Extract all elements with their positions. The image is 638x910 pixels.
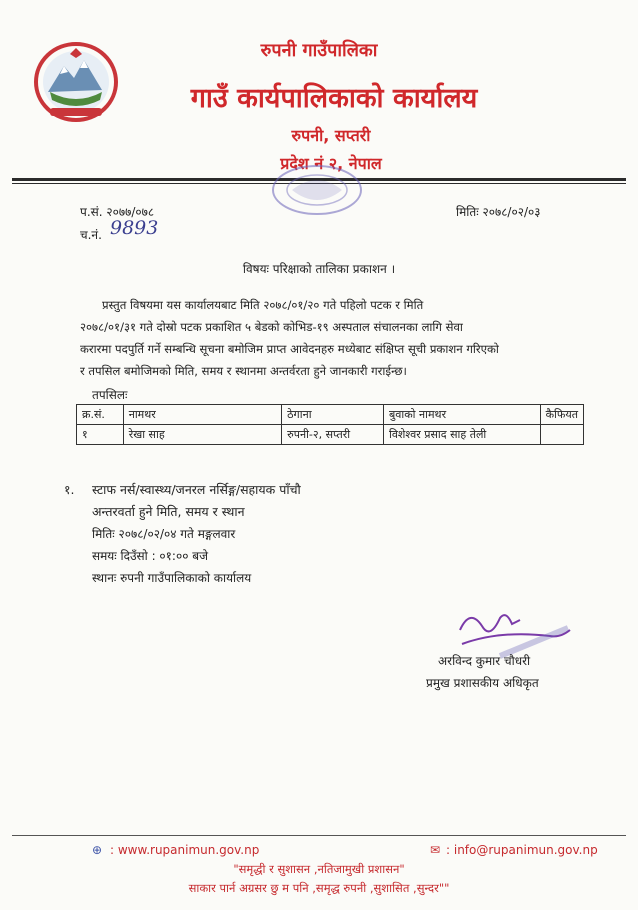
col-header-address: ठेगाना: [282, 405, 384, 425]
body-line: २०७८/०१/३१ गते दोस्रो पटक प्रकाशित ५ बेडको कोभिड-१९ अस्पताल संचालनका लागि सेवा: [80, 320, 463, 334]
col-header-father: बुवाको नामथर: [383, 405, 540, 425]
cell-name: रेखा साह: [123, 425, 281, 445]
reference-number: प.सं. २०७७/०७८: [80, 205, 155, 219]
dispatch-number-label: च.नं.: [80, 228, 102, 242]
signatory-designation: प्रमुख प्रशासकीय अधिकृत: [426, 676, 539, 690]
interview-time: समयः दिउँसो : ०१:०० बजे: [92, 549, 209, 563]
cell-remarks: [540, 425, 583, 445]
letter-subject: विषयः परिक्षाको तालिका प्रकाशन ।: [242, 262, 396, 276]
section-number: १.: [64, 482, 75, 497]
municipality-name: रुपनी गाउँपालिका: [260, 40, 378, 61]
footer-divider: [12, 835, 626, 836]
table-header-row: [77, 405, 584, 425]
body-line: प्रस्तुत विषयमा यस कार्यालयबाट मिति २०७८/०१/२० गते पहिलो पटक र मिति: [102, 298, 424, 312]
table-row: [77, 425, 584, 445]
col-header-remarks: कैफियत: [540, 405, 583, 425]
footer-email[interactable]: : info@rupanimun.gov.np: [446, 843, 598, 857]
office-stamp: [262, 160, 372, 220]
interview-date: मितिः २०७८/०२/०४ गते मङ्गलवार: [92, 527, 236, 541]
cell-sn: १: [77, 425, 124, 445]
interview-place: स्थानः रुपनी गाउँपालिकाको कार्यालय: [92, 571, 252, 585]
section-title: स्टाफ नर्स/स्वास्थ्य/जनरल नर्सिङ्ग/सहायक पाँचौ: [92, 482, 301, 497]
footer-slogan-2: साकार पार्न अग्रसर छु म पनि ,समृद्ध रुपनी ,सुशासित ,सुन्दर"": [188, 881, 450, 895]
letter-body: [80, 294, 570, 382]
globe-icon: ⊕: [92, 843, 103, 857]
signatory-name: अरविन्द कुमार चौधरी: [438, 654, 531, 668]
col-header-name: नामथर: [123, 405, 281, 425]
footer-slogan-1: "समृद्धी र सुशासन ,नतिजामुखी प्रशासन": [233, 862, 405, 876]
body-line: र तपसिल बमोजिमको मिति, समय र स्थानमा अन्तर्वरता हुने जानकारी गराईन्छ।: [80, 364, 407, 378]
letter-date: मितिः २०७८/०२/०३: [456, 205, 541, 219]
details-label: तपसिलः: [92, 388, 128, 402]
cell-father: विशेश्वर प्रसाद साह तेली: [383, 425, 540, 445]
footer-website[interactable]: : www.rupanimun.gov.np: [110, 843, 260, 857]
province-line: प्रदेश नं २, नेपाल: [280, 154, 382, 173]
office-location: रुपनी, सप्तरी: [291, 126, 371, 145]
cell-address: रुपनी-२, सप्तरी: [282, 425, 384, 445]
dispatch-number-handwritten: 9893: [110, 217, 159, 239]
mail-icon: ✉: [430, 843, 441, 857]
candidate-table: [76, 404, 584, 445]
office-title: गाउँ कार्यपालिकाको कार्यालय: [190, 83, 478, 114]
section-subtitle: अन्तरवर्ता हुने मिति, समय र स्थान: [92, 504, 245, 519]
handwritten-signature: [440, 600, 580, 660]
body-line: करारमा पदपुर्ति गर्ने सम्बन्धि सूचना बमोजिम प्राप्त आवेदनहरु मध्येबाट संक्षिप्त सूची प्रकाशन गरिएको: [80, 342, 499, 356]
col-header-sn: क्र.सं.: [77, 405, 124, 425]
